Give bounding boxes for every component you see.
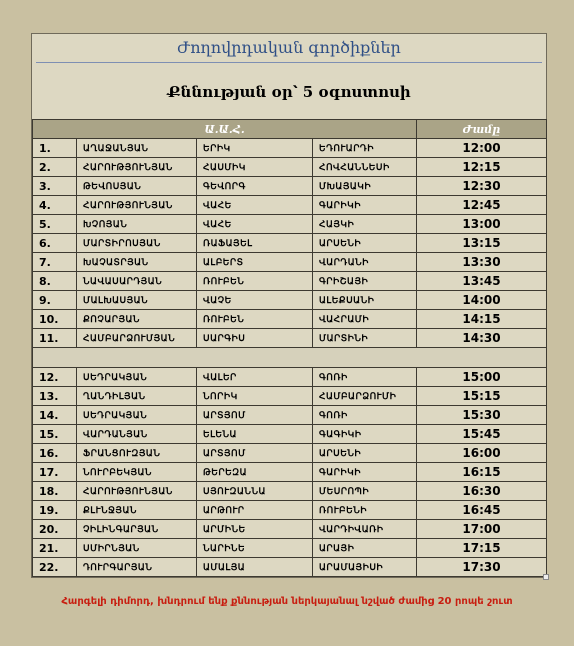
last-name-cell: ՀԱՐՈՒԹՅՈՒՆՅԱՆ xyxy=(77,158,197,177)
first-name-cell: ԱՄԱԼՅԱ xyxy=(197,558,313,577)
table-row xyxy=(33,539,547,558)
row-number: 6. xyxy=(33,234,77,253)
last-name-cell: ՀԱՄԲԱՐՁՈՒՄՅԱՆ xyxy=(77,329,197,348)
row-number: 21. xyxy=(33,539,77,558)
first-name-cell: ՎԱՉԵ xyxy=(197,291,313,310)
patronymic-cell: ԱՐԱՄԱՅԻՍԻ xyxy=(313,558,417,577)
time-cell: 13:00 xyxy=(417,215,547,234)
row-number: 11. xyxy=(33,329,77,348)
last-name-cell: ՂԱՆԴԻԼՅԱՆ xyxy=(77,387,197,406)
last-name-cell: ԽՉՈՅԱՆ xyxy=(77,215,197,234)
patronymic-cell: ԳՈՌԻ xyxy=(313,368,417,387)
time-cell: 14:30 xyxy=(417,329,547,348)
time-cell: 12:30 xyxy=(417,177,547,196)
row-number: 17. xyxy=(33,463,77,482)
patronymic-cell: ԱՐՍԵՆԻ xyxy=(313,234,417,253)
last-name-cell: ԽԱՉԱՏՐՅԱՆ xyxy=(77,253,197,272)
first-name-cell: ՍԱՐԳԻՍ xyxy=(197,329,313,348)
last-name-cell: ՀԱՐՈՒԹՅՈՒՆՅԱՆ xyxy=(77,196,197,215)
row-number: 10. xyxy=(33,310,77,329)
row-number: 2. xyxy=(33,158,77,177)
time-cell: 15:00 xyxy=(417,368,547,387)
table-row xyxy=(33,234,547,253)
table-row xyxy=(33,558,547,577)
last-name-cell: ԹԵՎՈՍՅԱՆ xyxy=(77,177,197,196)
header-name: Ա.Ա.Հ. xyxy=(33,120,417,139)
patronymic-cell: ՎԱՀՐԱՄԻ xyxy=(313,310,417,329)
first-name-cell: ԱՐՄԻՆԵ xyxy=(197,520,313,539)
first-name-cell: ԱՐՏՅՈՄ xyxy=(197,444,313,463)
first-name-cell: ԳԵՎՈՐԳ xyxy=(197,177,313,196)
time-cell: 13:45 xyxy=(417,272,547,291)
last-name-cell: ՍԵԴՐԱԿՅԱՆ xyxy=(77,368,197,387)
table-row xyxy=(33,272,547,291)
first-name-cell: ՆԱՐԻՆԵ xyxy=(197,539,313,558)
last-name-cell: ՀԱՐՈՒԹՅՈՒՆՅԱՆ xyxy=(77,482,197,501)
table-row xyxy=(33,196,547,215)
first-name-cell: ՍՅՈՒԶԱՆՆԱ xyxy=(197,482,313,501)
row-number: 4. xyxy=(33,196,77,215)
first-name-cell: ԵՐԻԿ xyxy=(197,139,313,158)
schedule-sheet xyxy=(31,33,547,578)
row-number: 18. xyxy=(33,482,77,501)
patronymic-cell: ԱՐԱՅԻ xyxy=(313,539,417,558)
patronymic-cell: ԱԼԵՔՍԱՆԻ xyxy=(313,291,417,310)
table-row xyxy=(33,368,547,387)
patronymic-cell: ԳՐԻՇԱՅԻ xyxy=(313,272,417,291)
patronymic-cell: ԱՐՍԵՆԻ xyxy=(313,444,417,463)
row-number: 12. xyxy=(33,368,77,387)
row-number: 8. xyxy=(33,272,77,291)
break-cell xyxy=(33,348,547,368)
last-name-cell: ՆՈՒՐԲԵԿՅԱՆ xyxy=(77,463,197,482)
patronymic-cell: ՌՈՒԲԵՆԻ xyxy=(313,501,417,520)
time-cell: 12:00 xyxy=(417,139,547,158)
table-header-row xyxy=(33,120,547,139)
table-row xyxy=(33,501,547,520)
first-name-cell: ԵԼԵՆԱ xyxy=(197,425,313,444)
table-row xyxy=(33,310,547,329)
table-row xyxy=(33,463,547,482)
resize-handle[interactable] xyxy=(543,574,549,580)
table-row xyxy=(33,291,547,310)
patronymic-cell: ՀԱՅԿԻ xyxy=(313,215,417,234)
row-number: 5. xyxy=(33,215,77,234)
last-name-cell: ՄԱԼԽԱՍՅԱՆ xyxy=(77,291,197,310)
table-row xyxy=(33,406,547,425)
time-cell: 15:30 xyxy=(417,406,547,425)
last-name-cell: ՖՐԱՆՑՈՒԶՅԱՆ xyxy=(77,444,197,463)
break-row xyxy=(33,348,547,368)
row-number: 22. xyxy=(33,558,77,577)
time-cell: 16:45 xyxy=(417,501,547,520)
table-row xyxy=(33,253,547,272)
table-row xyxy=(33,177,547,196)
first-name-cell: ԱԼԲԵՐՏ xyxy=(197,253,313,272)
table-row xyxy=(33,520,547,539)
first-name-cell: ՌՈՒԲԵՆ xyxy=(197,310,313,329)
time-cell: 16:30 xyxy=(417,482,547,501)
table-body xyxy=(33,139,547,577)
first-name-cell: ՎԱԼԵՐ xyxy=(197,368,313,387)
patronymic-cell: ԳԱՐԻԿԻ xyxy=(313,463,417,482)
row-number: 13. xyxy=(33,387,77,406)
first-name-cell: ՌՈՒԲԵՆ xyxy=(197,272,313,291)
time-cell: 15:45 xyxy=(417,425,547,444)
time-cell: 17:30 xyxy=(417,558,547,577)
patronymic-cell: ԳԱՐԻԿԻ xyxy=(313,196,417,215)
row-number: 1. xyxy=(33,139,77,158)
last-name-cell: ԱՂԱՋԱՆՅԱՆ xyxy=(77,139,197,158)
row-number: 20. xyxy=(33,520,77,539)
table-row xyxy=(33,425,547,444)
row-number: 16. xyxy=(33,444,77,463)
header-time: Ժամը xyxy=(417,120,547,139)
patronymic-cell: ՎԱՐԴԱՆԻ xyxy=(313,253,417,272)
first-name-cell: ԱՐՏՅՈՄ xyxy=(197,406,313,425)
table-row xyxy=(33,215,547,234)
time-cell: 16:15 xyxy=(417,463,547,482)
last-name-cell: ՍԵԴՐԱԿՅԱՆ xyxy=(77,406,197,425)
time-cell: 12:15 xyxy=(417,158,547,177)
time-cell: 13:15 xyxy=(417,234,547,253)
first-name-cell: ՌԱՖԱՅԵԼ xyxy=(197,234,313,253)
row-number: 3. xyxy=(33,177,77,196)
row-number: 15. xyxy=(33,425,77,444)
schedule-table xyxy=(32,119,547,577)
row-number: 7. xyxy=(33,253,77,272)
last-name-cell: ՔԼՒՆՋՅԱՆ xyxy=(77,501,197,520)
last-name-cell: ՆԱՎԱՍԱՐԴՅԱՆ xyxy=(77,272,197,291)
table-row xyxy=(33,158,547,177)
page-title: Ժողովրդական գործիքներ xyxy=(36,34,542,63)
patronymic-cell: ՄԽԱՅԱԿԻ xyxy=(313,177,417,196)
table-row xyxy=(33,139,547,158)
patronymic-cell: ԳՈՌԻ xyxy=(313,406,417,425)
first-name-cell: ԹԵՐԵԶԱ xyxy=(197,463,313,482)
last-name-cell: ՍՄԻՐՆՅԱՆ xyxy=(77,539,197,558)
table-row xyxy=(33,387,547,406)
first-name-cell: ՎԱՀԵ xyxy=(197,215,313,234)
row-number: 9. xyxy=(33,291,77,310)
patronymic-cell: ՎԱՐԴԻՎԱՌԻ xyxy=(313,520,417,539)
last-name-cell: ՉԻԼԻՆԳԱՐՅԱՆ xyxy=(77,520,197,539)
last-name-cell: ՎԱՐԴԱՆՅԱՆ xyxy=(77,425,197,444)
time-cell: 15:15 xyxy=(417,387,547,406)
patronymic-cell: ՀԱՄԲԱՐՁՈՒՄԻ xyxy=(313,387,417,406)
instruction-note: Հարգելի դիմորդ, խնդրում ենք քննության ներկայանալ նշված ժամից 20 րոպե շուտ xyxy=(61,596,513,607)
last-name-cell: ՔՈՉԱՐՅԱՆ xyxy=(77,310,197,329)
time-cell: 17:15 xyxy=(417,539,547,558)
last-name-cell: ՄԱՐՏԻՐՈՍՅԱՆ xyxy=(77,234,197,253)
last-name-cell: ԴՈՒՐԳԱՐՅԱՆ xyxy=(77,558,197,577)
row-number: 14. xyxy=(33,406,77,425)
patronymic-cell: ԵԴՈՒԱՐԴԻ xyxy=(313,139,417,158)
patronymic-cell: ՀՈՎՀԱՆՆԵՍԻ xyxy=(313,158,417,177)
row-number: 19. xyxy=(33,501,77,520)
table-row xyxy=(33,329,547,348)
time-cell: 16:00 xyxy=(417,444,547,463)
time-cell: 14:00 xyxy=(417,291,547,310)
first-name-cell: ՎԱՀԵ xyxy=(197,196,313,215)
first-name-cell: ՆՈՐԻԿ xyxy=(197,387,313,406)
patronymic-cell: ՄԵՍՐՈՊԻ xyxy=(313,482,417,501)
time-cell: 14:15 xyxy=(417,310,547,329)
first-name-cell: ՀԱՍՄԻԿ xyxy=(197,158,313,177)
time-cell: 13:30 xyxy=(417,253,547,272)
first-name-cell: ԱՐԹՈՒՐ xyxy=(197,501,313,520)
table-row xyxy=(33,444,547,463)
time-cell: 12:45 xyxy=(417,196,547,215)
exam-date-subtitle: Քննության օր՝ 5 օգոստոսի xyxy=(167,83,411,101)
table-row xyxy=(33,482,547,501)
time-cell: 17:00 xyxy=(417,520,547,539)
patronymic-cell: ԳԱԳԻԿԻ xyxy=(313,425,417,444)
patronymic-cell: ՄԱՐՏԻՆԻ xyxy=(313,329,417,348)
